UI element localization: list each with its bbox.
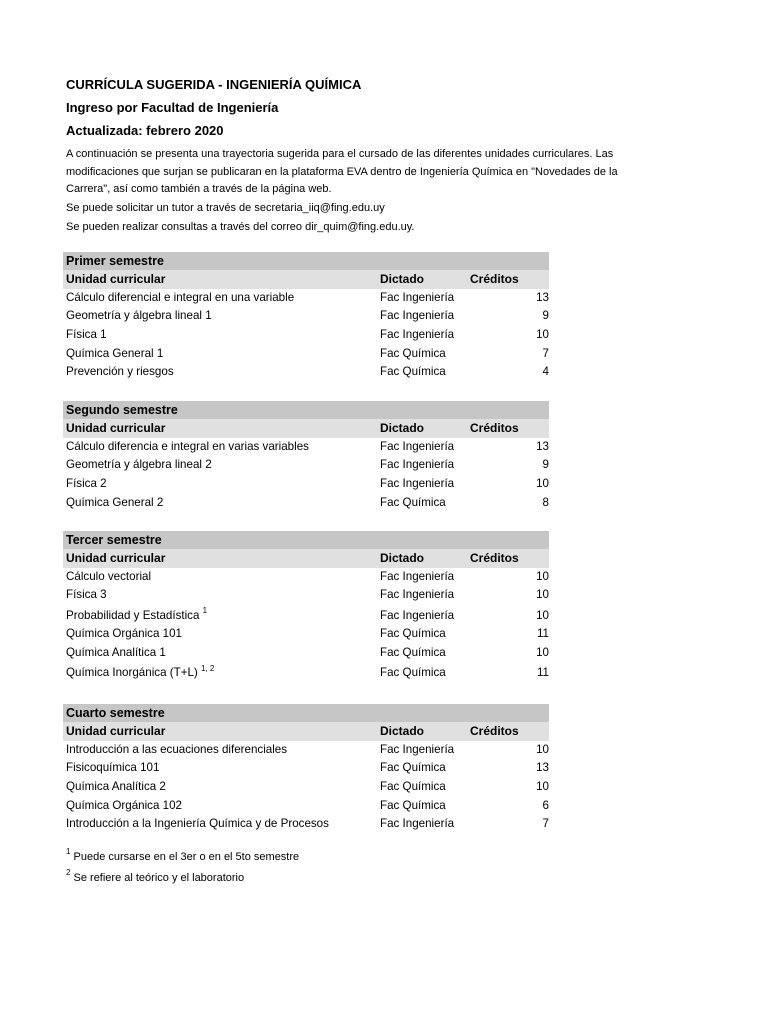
creditos-cell: 7: [542, 817, 549, 831]
footnote-number: 2: [66, 868, 71, 878]
creditos-cell: 10: [536, 569, 549, 583]
dictado-cell: Fac Ingeniería: [380, 742, 455, 756]
table-row: [63, 662, 549, 682]
unit-cell: Cálculo vectorial: [66, 569, 152, 583]
column-header-dictado: Dictado: [380, 421, 425, 435]
column-header-dictado: Dictado: [380, 272, 425, 286]
unit-cell: Química Orgánica 102: [66, 798, 182, 812]
unit-cell: Geometría y álgebra lineal 1: [66, 309, 212, 323]
table-row: [63, 759, 549, 778]
semester-table-3: [63, 531, 549, 682]
unit-cell: Química General 1: [66, 346, 164, 360]
table-row: [63, 605, 549, 625]
table-row: [63, 345, 549, 364]
unit-cell: [63, 605, 380, 625]
table-row: [63, 797, 549, 816]
unit-cell: Cálculo diferencial e integral en una variable: [66, 290, 295, 304]
semester-table-1: [63, 252, 549, 382]
dictado-cell: Fac Ingeniería: [380, 458, 455, 472]
document-subtitle: Ingreso por Facultad de Ingeniería: [66, 100, 279, 115]
table-row: [63, 475, 549, 494]
table-header-row: [63, 419, 549, 438]
unit-cell: Cálculo diferencia e integral en varias variables: [66, 439, 309, 453]
semester-title: Segundo semestre: [63, 401, 549, 419]
column-header-unit: Unidad curricular: [66, 724, 166, 738]
unit-cell: Química Orgánica 101: [66, 627, 182, 641]
table-row: [63, 307, 549, 326]
dictado-cell: Fac Ingeniería: [380, 328, 455, 342]
table-row: [63, 456, 549, 475]
table-row: [63, 815, 549, 834]
footnote-1: [66, 847, 300, 863]
updated-date: Actualizada: febrero 2020: [66, 123, 224, 138]
creditos-cell: 7: [542, 346, 549, 360]
footnote-number: 1: [66, 847, 71, 857]
column-header-creditos: Créditos: [470, 724, 519, 738]
table-row: [63, 625, 549, 644]
dictado-cell: Fac Ingeniería: [380, 817, 455, 831]
unit-cell: Introducción a las ecuaciones diferenciales: [66, 742, 288, 756]
table-row: [63, 289, 549, 308]
unit-cell: Fisicoquímica 101: [66, 761, 160, 775]
unit-cell: Física 2: [66, 477, 107, 491]
semester-title: Primer semestre: [63, 252, 549, 270]
footnote-text: Puede cursarse en el 3er o en el 5to semestre: [73, 851, 300, 863]
semester-title: Cuarto semestre: [63, 704, 549, 722]
intro-text: [66, 146, 646, 199]
creditos-cell: 11: [536, 627, 549, 641]
creditos-cell: 13: [536, 439, 549, 453]
dictado-cell: Fac Química: [380, 761, 446, 775]
semester-table-4: [63, 704, 549, 834]
table-row: [63, 568, 549, 587]
unit-cell: Física 1: [66, 328, 107, 342]
column-header-unit: Unidad curricular: [66, 421, 166, 435]
column-header-dictado: Dictado: [380, 724, 425, 738]
dictado-cell: Fac Química: [380, 666, 446, 680]
dictado-cell: Fac Ingeniería: [380, 609, 455, 623]
dictado-cell: Fac Química: [380, 495, 446, 509]
column-header-unit: Unidad curricular: [66, 551, 166, 565]
dictado-cell: Fac Química: [380, 365, 446, 379]
intro-paragraph: A continuación se presenta una trayectoria sugerida para el cursado de las diferentes unidades curriculares. Las modificaciones que surjan se publicaran en la plataforma EVA dentro de Ingeniería Química en "Novedades de la Carrera", así como también a través de la página web.: [66, 148, 618, 195]
unit-text: Probabilidad y Estadística: [66, 609, 200, 623]
tutor-note: Se puede solicitar un tutor a través de secretaria_iiq@fing.edu.uy: [66, 201, 385, 214]
unit-cell: Geometría y álgebra lineal 2: [66, 458, 212, 472]
creditos-cell: 10: [536, 780, 549, 794]
table-row: [63, 363, 549, 382]
footnote-2: [66, 868, 245, 884]
footnote-ref: 1, 2: [201, 663, 215, 673]
dictado-cell: Fac Ingeniería: [380, 290, 455, 304]
dictado-cell: Fac Química: [380, 627, 446, 641]
document-title: CURRÍCULA SUGERIDA - INGENIERÍA QUÍMICA: [66, 77, 362, 92]
dictado-cell: Fac Ingeniería: [380, 588, 455, 602]
unit-cell: Prevención y riesgos: [66, 365, 174, 379]
creditos-cell: 13: [536, 290, 549, 304]
unit-cell: Física 3: [66, 588, 107, 602]
creditos-cell: 10: [536, 645, 549, 659]
dictado-cell: Fac Ingeniería: [380, 569, 455, 583]
creditos-cell: 10: [536, 328, 549, 342]
creditos-cell: 10: [536, 477, 549, 491]
unit-cell: Química Analítica 2: [66, 780, 166, 794]
unit-cell: Introducción a la Ingeniería Química y de Procesos: [66, 817, 329, 831]
creditos-cell: 6: [542, 798, 549, 812]
creditos-cell: 10: [536, 609, 549, 623]
dictado-cell: Fac Química: [380, 780, 446, 794]
semester-title: Tercer semestre: [63, 531, 549, 549]
column-header-creditos: Créditos: [470, 421, 519, 435]
dictado-cell: Fac Química: [380, 346, 446, 360]
unit-cell: Química Analítica 1: [66, 645, 166, 659]
column-header-unit: Unidad curricular: [66, 272, 166, 286]
unit-cell: Química General 2: [66, 495, 164, 509]
creditos-cell: 10: [536, 588, 549, 602]
table-row: [63, 586, 549, 605]
creditos-cell: 4: [542, 365, 549, 379]
column-header-dictado: Dictado: [380, 551, 425, 565]
table-row: [63, 644, 549, 663]
creditos-cell: 9: [542, 309, 549, 323]
creditos-cell: 9: [542, 458, 549, 472]
creditos-cell: 8: [542, 495, 549, 509]
dictado-cell: Fac Ingeniería: [380, 309, 455, 323]
table-row: [63, 741, 549, 760]
unit-cell: [63, 662, 380, 682]
footnote-ref: 1: [202, 606, 208, 616]
column-header-creditos: Créditos: [470, 551, 519, 565]
table-header-row: [63, 722, 549, 741]
dictado-cell: Fac Química: [380, 798, 446, 812]
creditos-cell: 10: [536, 742, 549, 756]
table-row: [63, 326, 549, 345]
table-header-row: [63, 549, 549, 568]
contact-note: Se pueden realizar consultas a través del correo dir_quim@fing.edu.uy.: [66, 220, 415, 233]
creditos-cell: 13: [536, 761, 549, 775]
document-header: [66, 73, 716, 237]
column-header-creditos: Créditos: [470, 272, 519, 286]
creditos-cell: 11: [536, 666, 549, 680]
table-row: [63, 778, 549, 797]
dictado-cell: Fac Ingeniería: [380, 477, 455, 491]
table-row: [63, 438, 549, 457]
footnote-text: Se refiere al teórico y el laboratorio: [73, 872, 245, 884]
dictado-cell: Fac Química: [380, 645, 446, 659]
table-row: [63, 494, 549, 513]
dictado-cell: Fac Ingeniería: [380, 439, 455, 453]
unit-text: Química Inorgánica (T+L): [66, 666, 198, 680]
semester-table-2: [63, 401, 549, 512]
table-header-row: [63, 270, 549, 289]
